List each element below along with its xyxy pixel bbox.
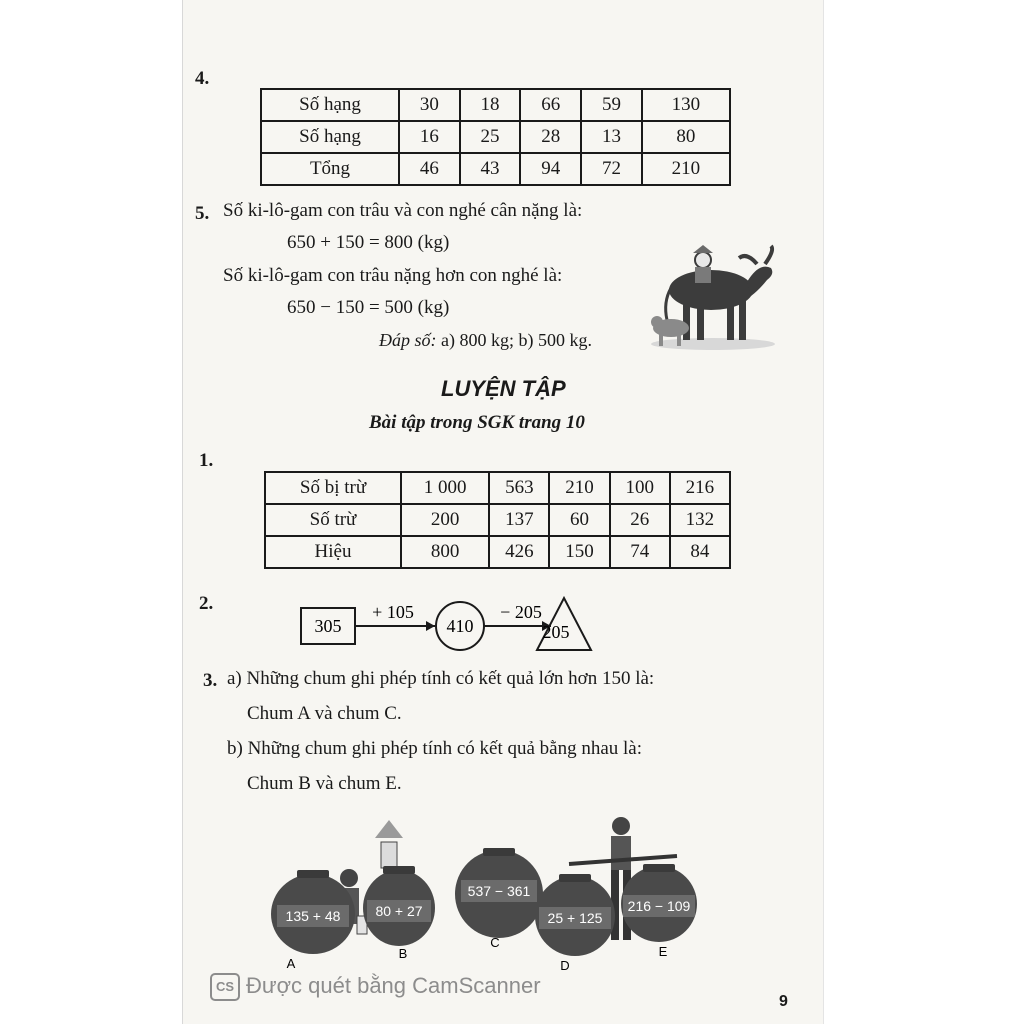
jar-expression: 80 + 27 bbox=[375, 903, 423, 919]
exercise-3a-answer: Chum A và chum C. bbox=[247, 703, 402, 724]
exercise-2-number: 2. bbox=[199, 593, 214, 614]
table-cell: 800 bbox=[401, 536, 489, 568]
table-cell: 210 bbox=[549, 472, 609, 504]
table-row bbox=[265, 504, 730, 536]
table-row bbox=[265, 536, 730, 568]
middle-value: 410 bbox=[446, 616, 474, 636]
exercise-5-number: 5. bbox=[195, 203, 210, 224]
answer-label: Đáp số: bbox=[379, 330, 437, 350]
jar-letter: C bbox=[490, 935, 500, 950]
table-cell: 16 bbox=[399, 121, 460, 153]
exercise-3b-question bbox=[227, 738, 642, 760]
table-cell: Tổng bbox=[261, 153, 399, 185]
table-row bbox=[265, 472, 730, 504]
table-cell: 150 bbox=[549, 536, 609, 568]
table-cell: 137 bbox=[489, 504, 549, 536]
jar-letter: D bbox=[560, 958, 570, 973]
table-cell: 30 bbox=[399, 89, 460, 121]
arrow-right-icon bbox=[426, 621, 435, 631]
table-cell: 18 bbox=[460, 89, 521, 121]
table-cell: 74 bbox=[610, 536, 670, 568]
operation-subtract: − 205 bbox=[500, 602, 542, 622]
table-row bbox=[261, 89, 730, 121]
table-cell: 43 bbox=[460, 153, 521, 185]
jar-expression: 25 + 125 bbox=[547, 910, 603, 926]
exercise-3-number: 3. bbox=[203, 670, 218, 691]
exercise-5-line1: Số ki-lô-gam con trâu và con nghé cân nặng là: bbox=[223, 200, 583, 221]
table-cell: 1 000 bbox=[401, 472, 489, 504]
jar-expression: 216 − 109 bbox=[627, 898, 691, 914]
jar-expression: 135 + 48 bbox=[285, 908, 341, 924]
table-cell: Số hạng bbox=[261, 89, 399, 121]
section-title: LUYỆN TẬP bbox=[441, 376, 566, 401]
jar-letter: A bbox=[286, 956, 296, 971]
table-cell: 132 bbox=[670, 504, 730, 536]
table-cell: 84 bbox=[670, 536, 730, 568]
jar-letter: E bbox=[658, 944, 668, 959]
table-cell: 60 bbox=[549, 504, 609, 536]
exercise-5-calc1: 650 + 150 = 800 (kg) bbox=[287, 232, 450, 253]
table-cell: 13 bbox=[581, 121, 642, 153]
table-row bbox=[261, 121, 730, 153]
table-row bbox=[261, 153, 730, 185]
jar-C bbox=[455, 848, 543, 950]
exercise-1-number: 1. bbox=[199, 450, 214, 471]
table-cell: 130 bbox=[642, 89, 730, 121]
operation-add: + 105 bbox=[372, 602, 414, 622]
watermark-text: Được quét bằng CamScanner bbox=[246, 973, 541, 998]
table-cell: Số hạng bbox=[261, 121, 399, 153]
jar-D bbox=[535, 874, 615, 973]
jar-letter: B bbox=[398, 946, 408, 961]
part-a-label: a) bbox=[227, 668, 242, 689]
table-cell: 59 bbox=[581, 89, 642, 121]
table-cell: 563 bbox=[489, 472, 549, 504]
table-cell: 46 bbox=[399, 153, 460, 185]
camscanner-logo-icon: CS bbox=[210, 973, 240, 1001]
jars-illustration bbox=[269, 812, 729, 978]
table-cell: 200 bbox=[401, 504, 489, 536]
table-cell: 26 bbox=[610, 504, 670, 536]
exercise-5-line2: Số ki-lô-gam con trâu nặng hơn con nghé là: bbox=[223, 265, 563, 286]
page-number: 9 bbox=[779, 993, 788, 1010]
exercise-1-table bbox=[264, 471, 731, 569]
exercise-4-table bbox=[260, 88, 731, 186]
table-cell: 100 bbox=[610, 472, 670, 504]
table-cell: 72 bbox=[581, 153, 642, 185]
table-cell: 80 bbox=[642, 121, 730, 153]
exercise-5-answer bbox=[379, 330, 592, 351]
exercise-4-number: 4. bbox=[195, 68, 210, 89]
jar-E bbox=[621, 864, 697, 959]
camscanner-watermark bbox=[210, 973, 541, 1001]
exercise-3b-answer: Chum B và chum E. bbox=[247, 773, 402, 794]
table-cell: 210 bbox=[642, 153, 730, 185]
textbook-page bbox=[182, 0, 824, 1024]
section-subtitle: Bài tập trong SGK trang 10 bbox=[369, 412, 585, 433]
table-cell: Số trừ bbox=[265, 504, 401, 536]
part-a-text: Những chum ghi phép tính có kết quả lớn hơn 150 là: bbox=[246, 668, 655, 689]
table-cell: 28 bbox=[520, 121, 581, 153]
girl-carrying-jar-figure bbox=[375, 820, 403, 868]
jar-A bbox=[271, 870, 355, 971]
buffalo-illustration bbox=[647, 240, 777, 352]
exercise-5-calc2: 650 − 150 = 500 (kg) bbox=[287, 297, 450, 318]
exercise-3a-question bbox=[227, 668, 654, 690]
table-cell: Hiệu bbox=[265, 536, 401, 568]
end-value: 205 bbox=[542, 622, 570, 642]
table-cell: 25 bbox=[460, 121, 521, 153]
table-cell: Số bị trừ bbox=[265, 472, 401, 504]
jar-expression: 537 − 361 bbox=[467, 883, 531, 899]
part-b-text: Những chum ghi phép tính có kết quả bằng nhau là: bbox=[247, 738, 643, 759]
table-cell: 94 bbox=[520, 153, 581, 185]
jar-B bbox=[363, 866, 435, 961]
start-value: 305 bbox=[314, 616, 342, 636]
table-cell: 66 bbox=[520, 89, 581, 121]
table-cell: 426 bbox=[489, 536, 549, 568]
exercise-2-diagram bbox=[293, 590, 613, 666]
answer-text: a) 800 kg; b) 500 kg. bbox=[441, 330, 592, 350]
part-b-label: b) bbox=[227, 738, 243, 759]
table-cell: 216 bbox=[670, 472, 730, 504]
